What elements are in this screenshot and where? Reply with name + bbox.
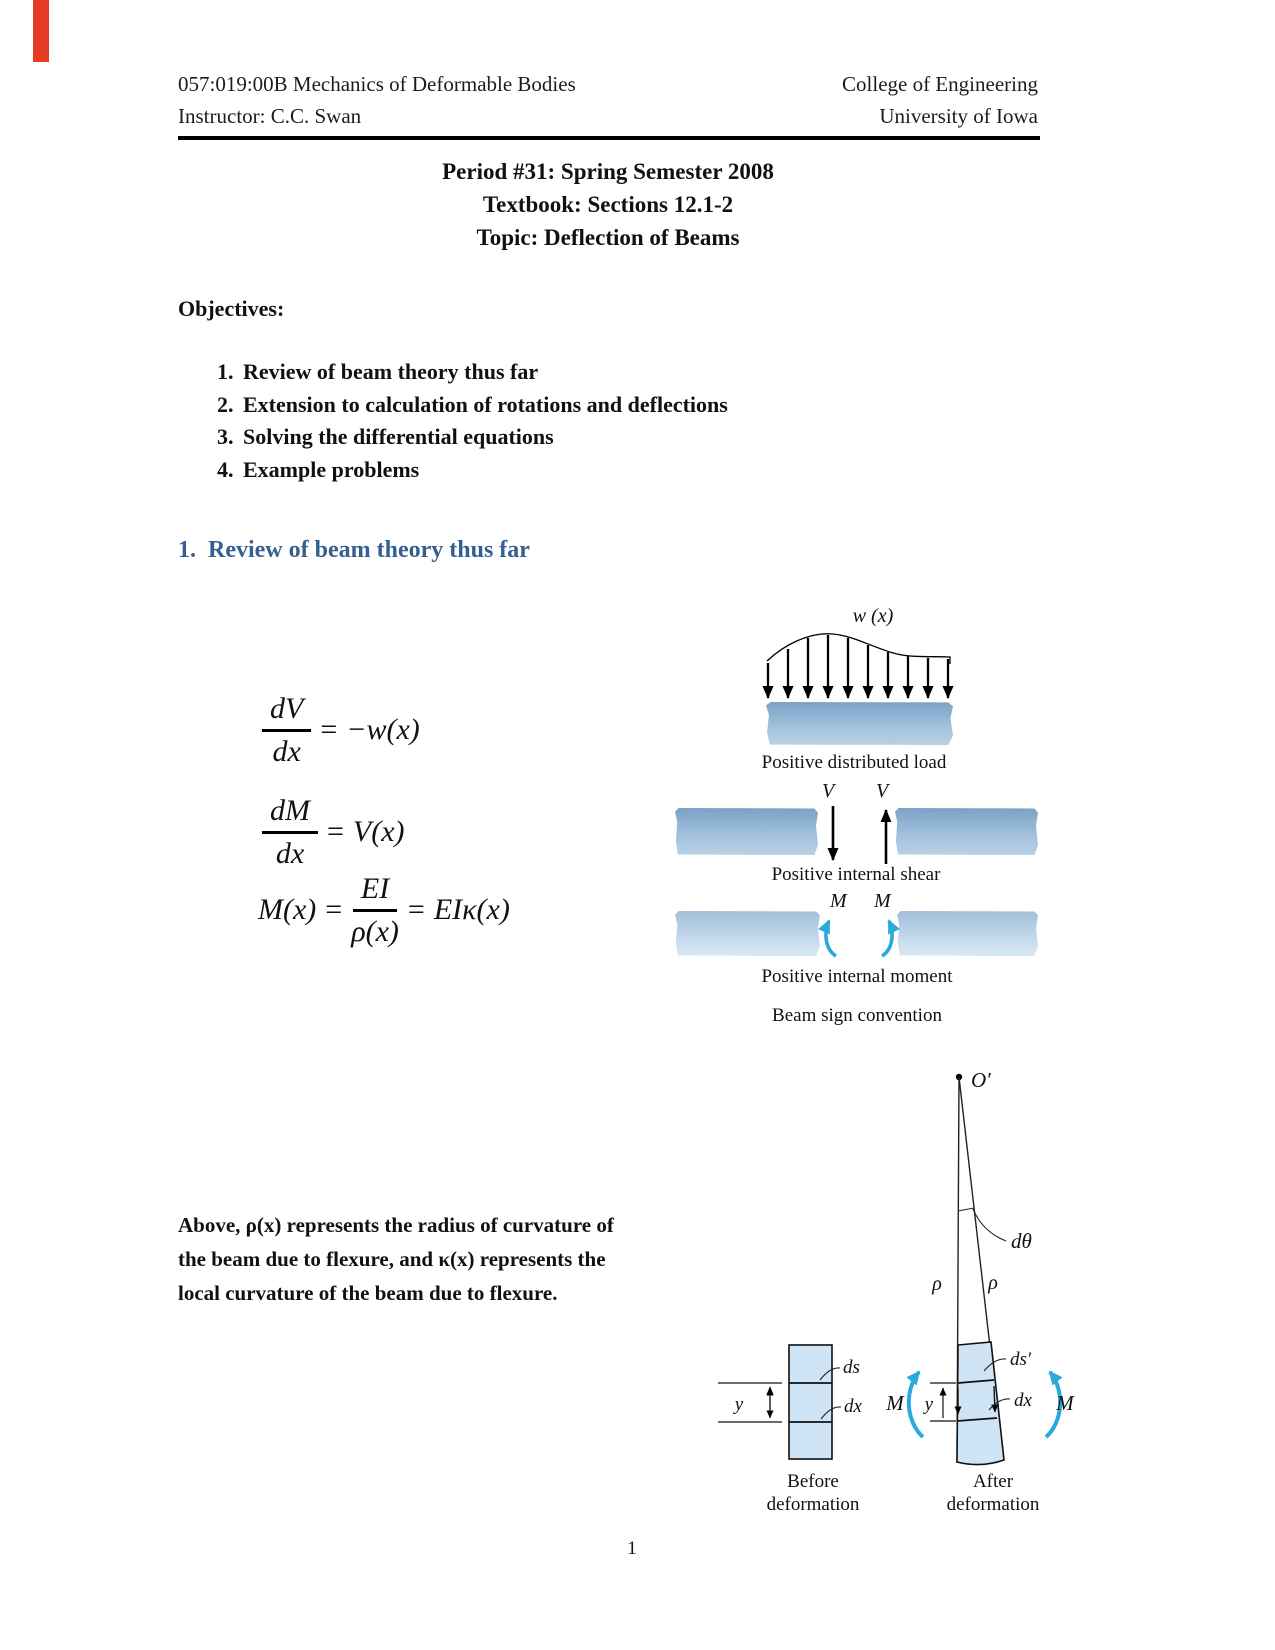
objective-item	[217, 421, 728, 454]
moment-arrows	[818, 908, 902, 966]
equals-sign: =	[320, 713, 338, 747]
m-label-right: M	[874, 890, 891, 912]
moment-arrow-right	[882, 921, 892, 956]
equation-rhs: EIκ(x)	[433, 893, 510, 927]
header-instructor: Instructor: C.C. Swan	[178, 104, 362, 128]
beam-distributed	[766, 702, 953, 745]
equals-sign: =	[327, 815, 344, 849]
objective-number: 3.	[217, 424, 234, 450]
ds-prime-label: ds′	[1010, 1349, 1032, 1370]
objective-item	[217, 389, 728, 422]
objective-text: Solving the differential equations	[243, 424, 554, 450]
caption-before-line1: Before	[787, 1471, 839, 1492]
dx-label-after: dx	[1014, 1390, 1032, 1411]
load-arrows	[768, 635, 948, 698]
title-line-1: Period #31: Spring Semester 2008	[442, 159, 774, 184]
objective-text: Extension to calculation of rotations and deflections	[243, 391, 728, 417]
fraction-numerator: dM	[262, 794, 318, 834]
objectives-heading: Objectives:	[178, 296, 285, 321]
equation-moment-shear	[262, 794, 405, 870]
equation-shear-load	[262, 692, 420, 768]
header-university: University of Iowa	[879, 104, 1038, 128]
equation-rhs: −w(x)	[346, 713, 420, 747]
w-of-x-label: w (x)	[852, 605, 894, 627]
rho-label-left: ρ	[932, 1273, 942, 1295]
equals-sign: =	[407, 893, 425, 927]
fraction	[262, 692, 311, 768]
beam-shear-left	[675, 808, 818, 855]
m-label-after-left: M	[886, 1391, 904, 1415]
distributed-load-arrows	[755, 618, 965, 703]
ds-label: ds	[843, 1357, 860, 1378]
dx-label-before: dx	[844, 1396, 862, 1417]
equation-rhs: V(x)	[352, 815, 405, 849]
header-rule	[178, 136, 1040, 140]
equation-moment-curvature	[258, 872, 510, 948]
caption-internal-moment: Positive internal moment	[761, 966, 953, 987]
caption-distributed-load: Positive distributed load	[761, 752, 947, 773]
caption-after-line2: deformation	[946, 1494, 1040, 1515]
equals-sign: =	[325, 893, 343, 927]
header-college: College of Engineering	[842, 72, 1038, 96]
fraction	[262, 794, 318, 870]
o-prime-label: O′	[971, 1068, 991, 1092]
y-dim-before	[718, 1383, 782, 1422]
v-label-right: V	[876, 780, 889, 802]
rho-label-right: ρ	[988, 1272, 998, 1294]
beam-moment-left	[675, 911, 820, 956]
caption-internal-shear: Positive internal shear	[771, 864, 941, 885]
shear-arrows	[820, 798, 900, 870]
m-label-after-right: M	[1056, 1391, 1074, 1415]
caption-after-line1: After	[972, 1471, 1014, 1492]
dtheta-label: dθ	[1011, 1229, 1032, 1253]
section-heading: 1. Review of beam theory thus far	[178, 537, 530, 563]
y-label-after: y	[924, 1394, 933, 1415]
red-margin-mark	[33, 0, 49, 62]
before-box	[789, 1345, 832, 1459]
curvature-figure	[690, 1040, 1120, 1478]
paragraph-line-3: local curvature of the beam due to flexure.	[178, 1281, 558, 1305]
dtheta-arc	[958, 1208, 974, 1211]
paragraph-line-1: Above, ρ(x) represents the radius of curvature of	[178, 1213, 614, 1237]
objective-item	[217, 356, 728, 389]
beam-moment-right	[897, 911, 1038, 956]
title-block	[178, 155, 1038, 254]
y-label-before: y	[734, 1394, 744, 1415]
fraction-denominator: dx	[272, 734, 301, 768]
fraction-numerator: dV	[262, 692, 311, 732]
equation-lhs: M(x)	[258, 893, 317, 927]
objective-text: Review of beam theory thus far	[243, 359, 539, 384]
beam-shear-right	[895, 808, 1038, 855]
objective-item	[217, 454, 728, 487]
objective-number: 1.	[217, 359, 234, 384]
load-curve	[767, 634, 950, 664]
m-label-left: M	[830, 890, 847, 912]
caption-before-line2: deformation	[766, 1494, 860, 1515]
title-line-3: Topic: Deflection of Beams	[476, 225, 740, 250]
fraction-denominator: dx	[275, 836, 305, 870]
v-label-left: V	[822, 780, 835, 802]
page-number: 1	[627, 1538, 637, 1559]
fraction-denominator: ρ(x)	[351, 914, 399, 948]
caption-sign-convention: Beam sign convention	[772, 1005, 942, 1026]
fraction	[351, 872, 399, 948]
moment-arrow-after-left	[909, 1372, 923, 1437]
fraction-numerator: EI	[353, 872, 397, 912]
header-course: 057:019:00B Mechanics of Deformable Bodies	[178, 72, 576, 96]
curvature-paragraph	[178, 1208, 614, 1310]
objective-number: 2.	[217, 391, 234, 417]
caption-after	[923, 1470, 1063, 1516]
objective-number: 4.	[217, 456, 234, 482]
objective-text: Example problems	[243, 456, 420, 482]
down-arrow-right	[994, 1386, 995, 1412]
objectives-list	[217, 356, 728, 486]
caption-before	[743, 1470, 883, 1516]
moment-arrow-left	[826, 921, 836, 956]
paragraph-line-2: the beam due to flexure, and κ(x) represents the	[178, 1247, 606, 1271]
title-line-2: Textbook: Sections 12.1-2	[482, 192, 734, 217]
